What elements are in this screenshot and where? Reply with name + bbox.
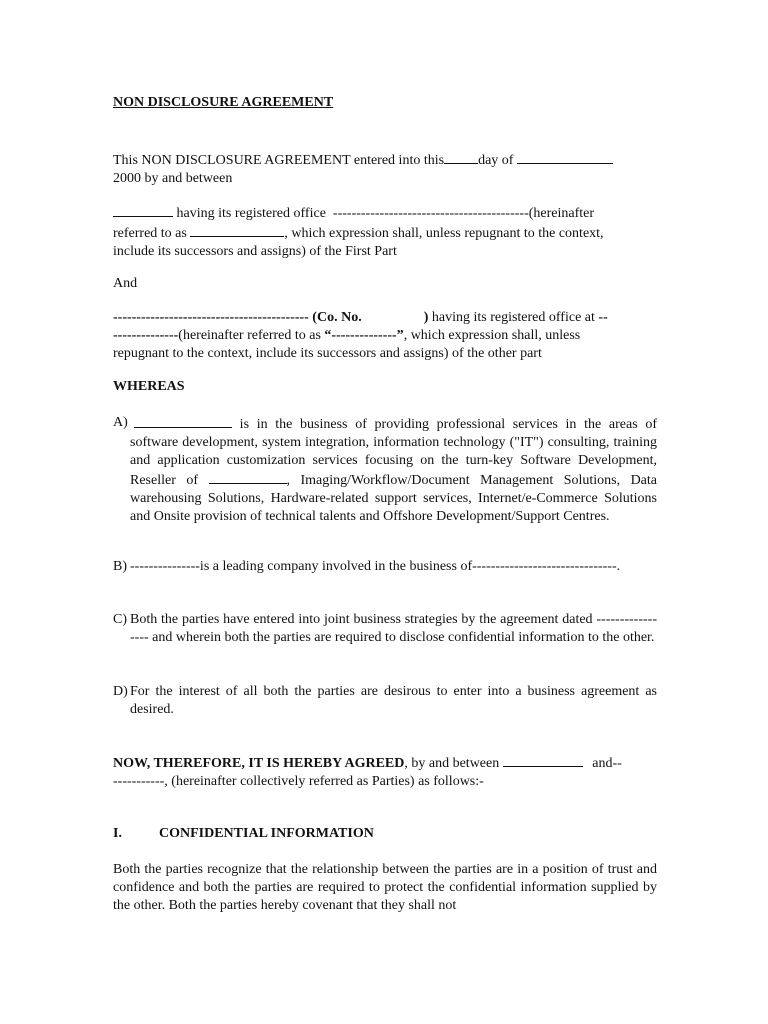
- second-party-dashes: ------------------------------------------ (Co. No.: [113, 310, 362, 325]
- second-party-text-3: , which expression shall, unless: [403, 328, 581, 343]
- blank-day: [444, 150, 478, 164]
- second-party-line-3: repugnant to the context, include its successors and assigns) of the other part: [113, 346, 542, 361]
- second-party-dashes-2: --------------: [113, 328, 179, 343]
- agreed-paragraph: [113, 753, 657, 791]
- intro-text-1: This NON DISCLOSURE AGREEMENT entered into this: [113, 153, 445, 168]
- blank-month: [517, 150, 613, 164]
- first-party-line-3: include its successors and assigns) of the First Part: [113, 244, 397, 259]
- recital-a: [113, 414, 657, 526]
- second-party-paragraph: [113, 309, 657, 363]
- recital-a-text-1: is in the business of providing professional services in the areas of software development, system integration, information technology ("IT") consulting, training and application customization services focusing on the turn-key Software Development, Reseller of: [130, 417, 657, 488]
- recital-body: Both the parties have entered into joint business strategies by the agreement dated ----------------- and wherein both the parties are required to disclose confidential information to the other.: [130, 612, 657, 645]
- recital-body: [130, 414, 657, 526]
- intro-paragraph: [113, 150, 657, 188]
- first-party-paragraph: [113, 203, 657, 261]
- first-party-text-3: referred to as: [113, 226, 187, 241]
- agreed-line-2: -----------, (hereinafter collectively referred as Parties) as follows:-: [113, 774, 484, 789]
- blank-company-a: [134, 414, 232, 428]
- recital-body: For the interest of all both the parties are desirous to enter into a business agreement as desired.: [130, 684, 657, 717]
- blank-reseller: [209, 470, 287, 484]
- document-title: NON DISCLOSURE AGREEMENT: [113, 95, 334, 110]
- second-party-dashes-end: --: [598, 310, 608, 325]
- first-party-text-1: having its registered office: [176, 206, 326, 221]
- and-label: And: [113, 276, 138, 291]
- section-1-heading: [113, 825, 657, 843]
- blank-party-a: [503, 753, 583, 767]
- recital-b: [113, 558, 657, 576]
- intro-text-2: day of: [478, 153, 514, 168]
- agreed-bold: NOW, THEREFORE, IT IS HEREBY AGREED: [113, 756, 405, 771]
- recital-label: A): [113, 415, 128, 430]
- section-title: CONFIDENTIAL INFORMATION: [159, 826, 374, 841]
- second-party-quote: “--------------”: [324, 328, 404, 343]
- recital-body: ---------------is a leading company involved in the business of-------------------------------.: [130, 559, 621, 574]
- agreed-text-2: and--: [588, 756, 622, 771]
- first-party-text-4: , which expression shall, unless repugnant to the context,: [284, 226, 604, 241]
- recital-label: D): [113, 684, 128, 699]
- intro-line-2: 2000 by and between: [113, 171, 233, 186]
- recital-d: [113, 683, 657, 719]
- recital-a-text-2: , Imaging/Workflow/Document Management Solutions, Data warehousing Solutions, Hardware-related support services, Internet/e-Commerce Solutions and Onsite provision of technical talents and Offshore Development/Support Centres.: [130, 473, 657, 524]
- blank-first-party: [113, 203, 173, 217]
- second-party-paren: ): [423, 310, 429, 325]
- recital-label: B): [113, 559, 127, 574]
- recital-c: [113, 611, 657, 647]
- recital-label: C): [113, 612, 127, 627]
- second-party-text-2: (hereinafter referred to as: [178, 328, 325, 343]
- agreed-text-1: , by and between: [404, 756, 503, 771]
- first-party-text-2: ------------------------------------------(hereinafter: [332, 206, 595, 221]
- blank-referred-as: [190, 223, 284, 237]
- whereas-heading: WHEREAS: [113, 379, 185, 394]
- section-number: I.: [113, 826, 122, 841]
- section-1-text: Both the parties recognize that the relationship between the parties are in a position of trust and confidence and both the parties are required to protect the confidential information supplied by the other. Both the parties hereby covenant that they shall not: [113, 862, 657, 913]
- second-party-text-1: having its registered office at: [428, 310, 599, 325]
